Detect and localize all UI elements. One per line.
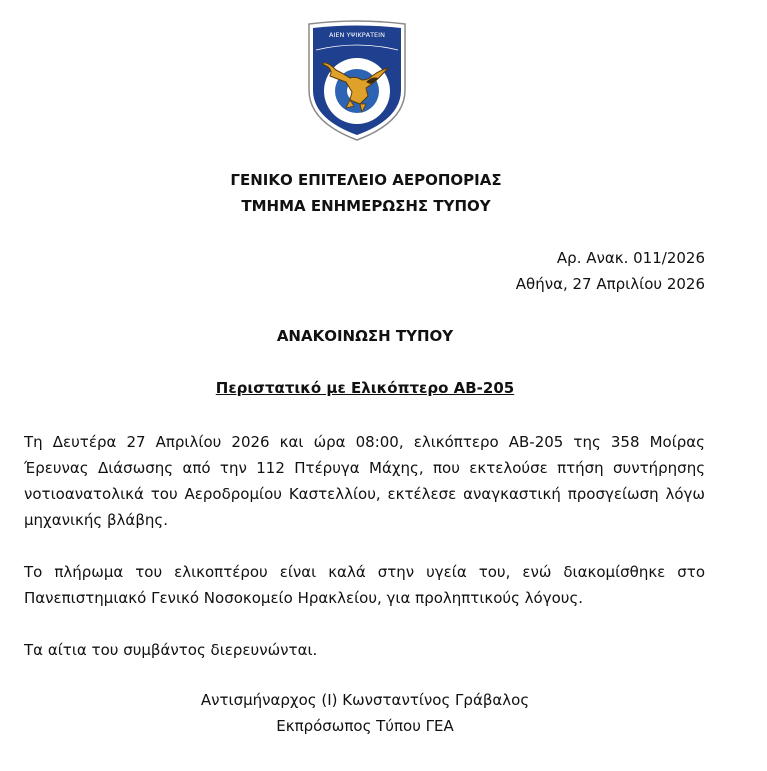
air-force-emblem-icon bbox=[306, 20, 408, 142]
place-date: Αθήνα, 27 Απριλίου 2026 bbox=[515, 275, 705, 293]
body-paragraph-1: Τη Δευτέρα 27 Απριλίου 2026 και ώρα 08:00, ελικόπτερο ΑΒ-205 της 358 Μοίρας Έρευνας Διάσωσης από την 112 Πτέρυγα Μάχης, που εκτελούσε πτήση συντήρησης νοτιοανατολικά του Αεροδρομίου Καστελλίου, εκτέλεσε αναγκαστική προσγείωση λόγω μηχανικής βλάβης. bbox=[24, 433, 705, 529]
body-paragraph-3: Τα αίτια του συμβάντος διερευνώνται. bbox=[24, 641, 318, 659]
subject-line: Περιστατικό με Ελικόπτερο ΑΒ-205 bbox=[215, 379, 515, 397]
signatory-name: Αντισμήναρχος (Ι) Κωνσταντίνος Γράβαλος bbox=[200, 691, 530, 709]
emblem-motto: ΑΙΕΝ ΥΨΙΚΡΑΤΕΙΝ bbox=[329, 31, 385, 39]
announcement-number: Αρ. Ανακ. 011/2026 bbox=[556, 249, 705, 267]
org-name: ΓΕΝΙΚΟ ΕΠΙΤΕΛΕΙΟ ΑΕΡΟΠΟΡΙΑΣ bbox=[230, 171, 502, 189]
body-paragraph-2: Το πλήρωμα του ελικοπτέρου είναι καλά στην υγεία του, ενώ διακομίσθηκε στο Πανεπιστημιακό Γενικό Νοσοκομείο Ηρακλείου, για προληπτικούς λόγους. bbox=[24, 563, 705, 607]
document-title: ΑΝΑΚΟΙΝΩΣΗ ΤΥΠΟΥ bbox=[276, 327, 454, 345]
signatory-role: Εκπρόσωπος Τύπου ΓΕΑ bbox=[276, 717, 454, 735]
department-name: ΤΜΗΜΑ ΕΝΗΜΕΡΩΣΗΣ ΤΥΠΟΥ bbox=[241, 197, 491, 215]
